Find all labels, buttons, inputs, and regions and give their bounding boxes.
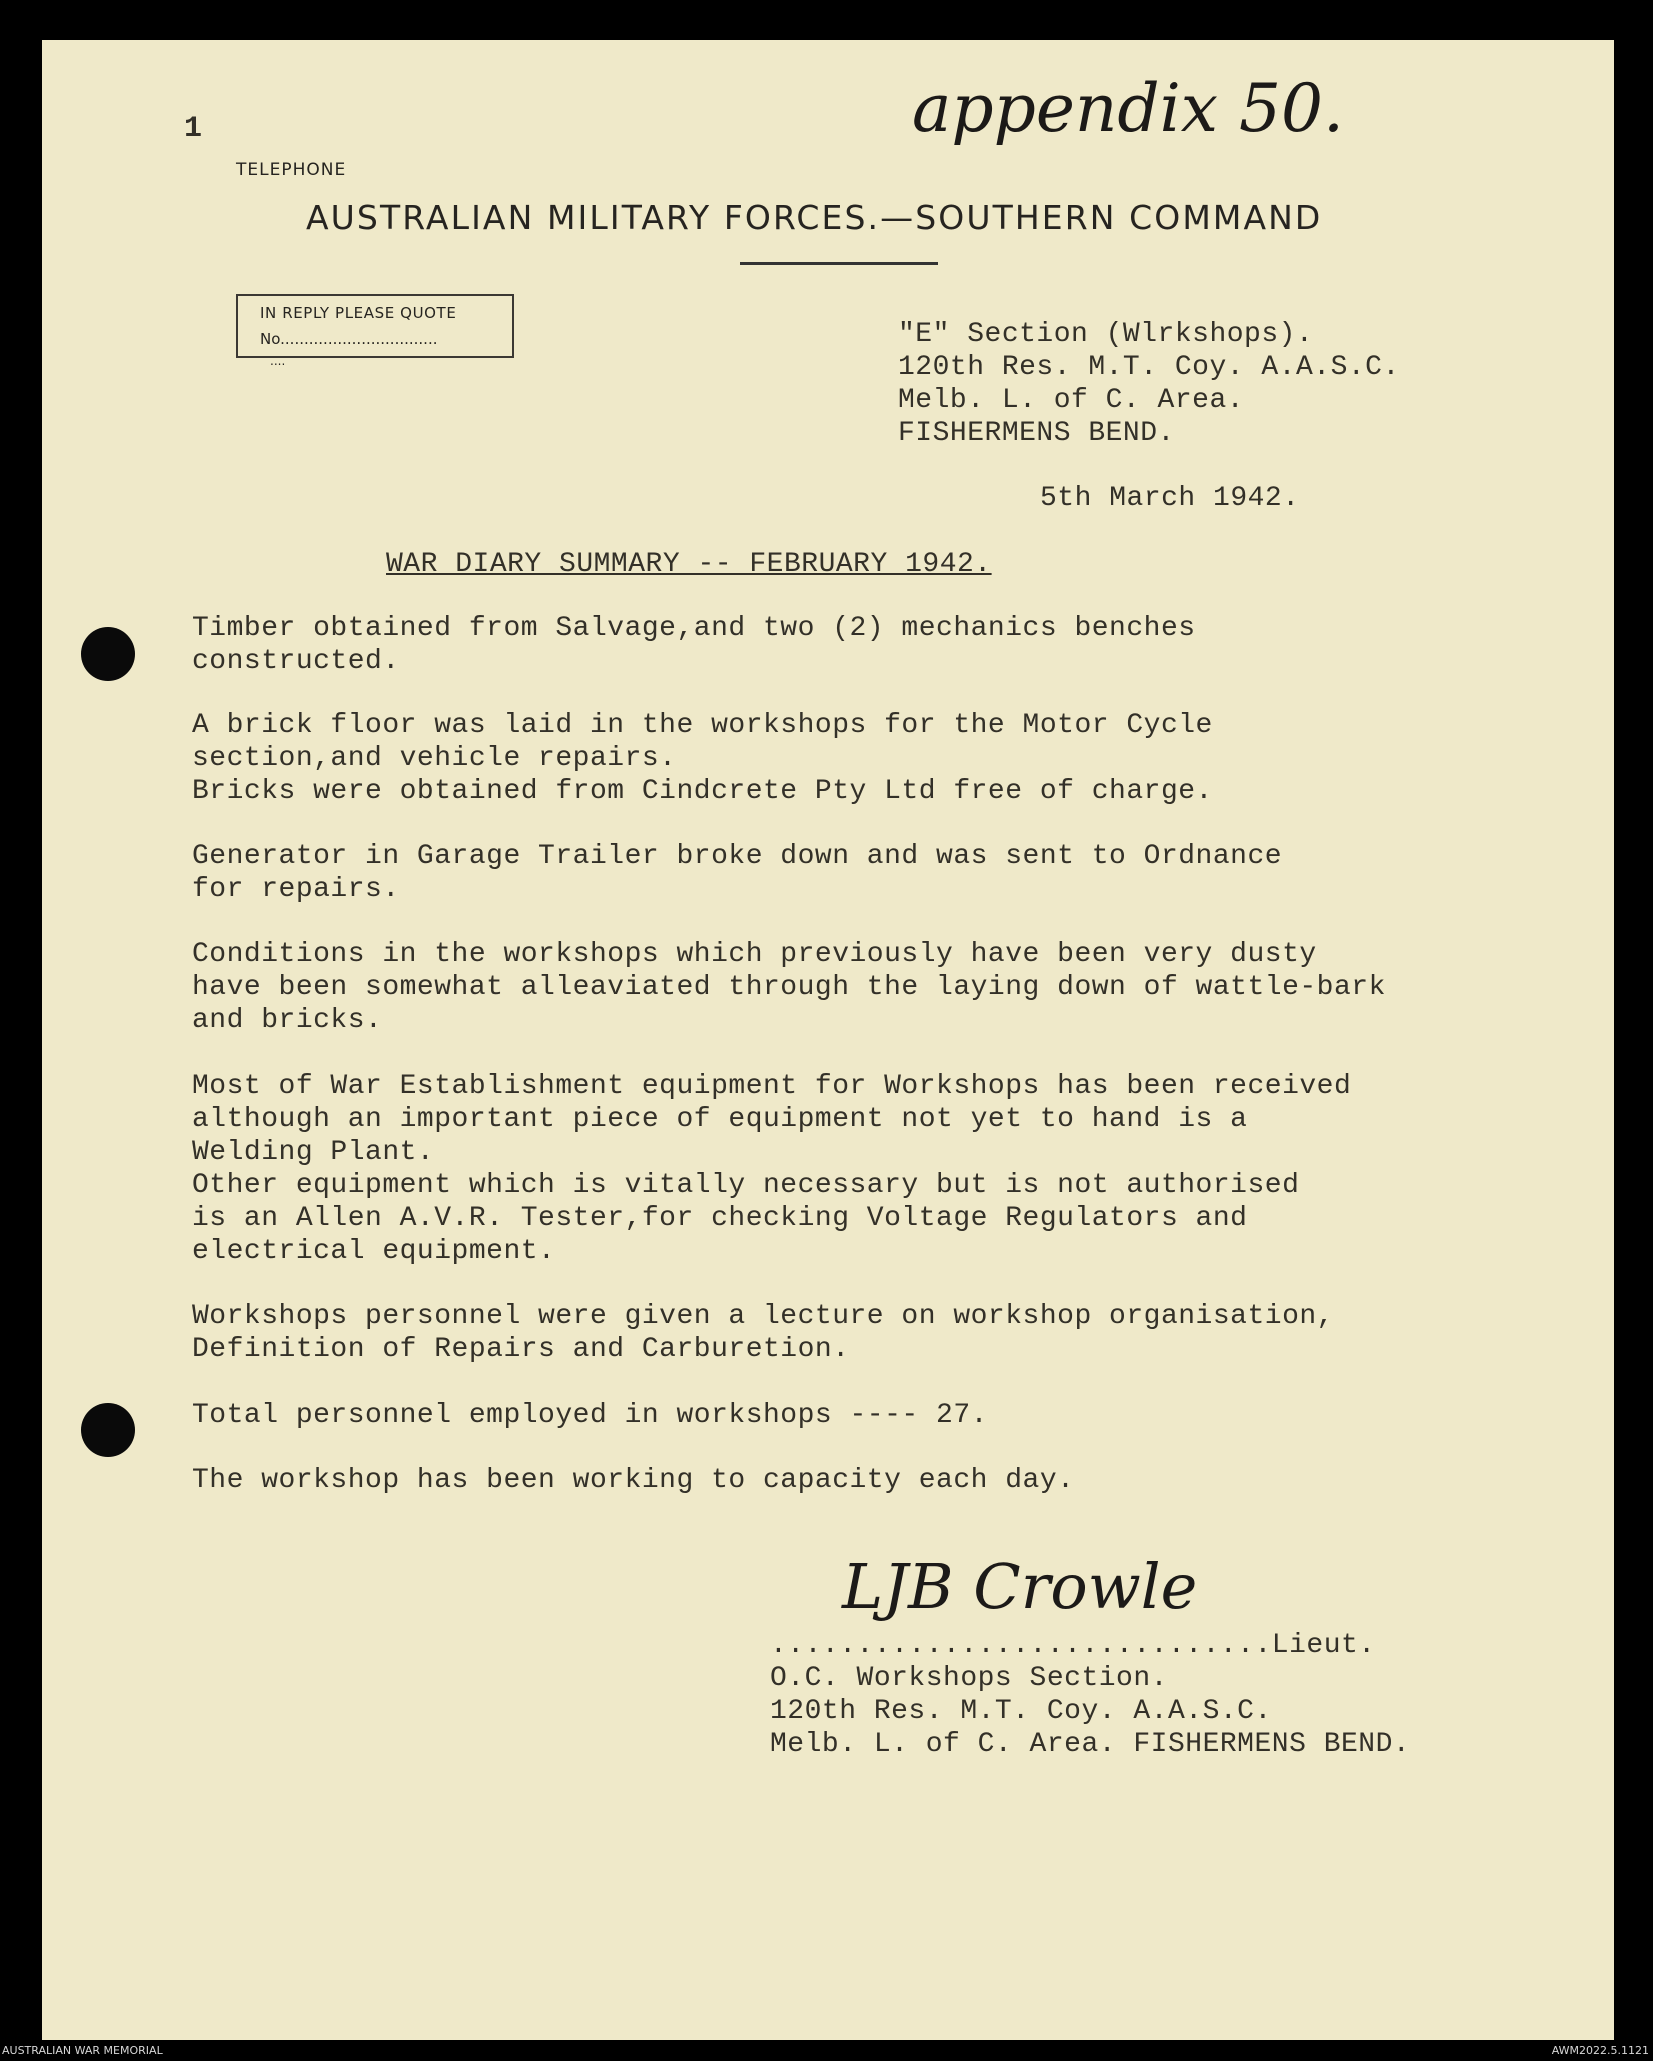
body-line: Workshops personnel were given a lecture on workshop organisation, — [192, 1301, 1334, 1332]
body-line: Total personnel employed in workshops ---- 27. — [192, 1400, 988, 1431]
reply-box — [236, 294, 514, 358]
body-line: Generator in Garage Trailer broke down and was sent to Ordnance — [192, 841, 1283, 872]
telephone-label: TELEPHONE — [236, 160, 347, 180]
body-line: for repairs. — [192, 874, 400, 905]
footer-right: AWM2022.5.1121 — [1551, 2044, 1649, 2057]
body-line: constructed. — [192, 646, 400, 677]
body-line: section,and vehicle repairs. — [192, 743, 677, 774]
address-line: Melb. L. of C. Area. — [898, 385, 1245, 416]
letterhead-rule — [740, 262, 938, 265]
body-line: Conditions in the workshops which previously have been very dusty — [192, 939, 1317, 970]
address-line: FISHERMENS BEND. — [898, 418, 1175, 449]
body-line: The workshop has been working to capacity each day. — [192, 1465, 1075, 1496]
handwritten-annotation: appendix 50. — [912, 70, 1344, 147]
punch-hole — [81, 627, 135, 681]
margin-mark: 1 — [184, 112, 203, 146]
address-line: "E" Section (Wlrkshops). — [898, 319, 1314, 350]
body-line: is an Allen A.V.R. Tester,for checking Voltage Regulators and — [192, 1203, 1248, 1234]
signature-line: O.C. Workshops Section. — [770, 1663, 1168, 1694]
reply-box-label: IN REPLY PLEASE QUOTE — [260, 304, 457, 322]
body-line: and bricks. — [192, 1005, 383, 1036]
address-line: 120th Res. M.T. Coy. A.A.S.C. — [898, 352, 1400, 383]
body-line: electrical equipment. — [192, 1236, 556, 1267]
signature-line: .............................Lieut. — [770, 1630, 1376, 1661]
reply-box-dots: .... — [270, 354, 286, 368]
signature-line: 120th Res. M.T. Coy. A.A.S.C. — [770, 1696, 1272, 1727]
body-line: have been somewhat alleaviated through the laying down of wattle-bark — [192, 972, 1386, 1003]
body-line: although an important piece of equipment not yet to hand is a — [192, 1104, 1248, 1135]
signature-line: Melb. L. of C. Area. FISHERMENS BEND. — [770, 1729, 1411, 1760]
punch-hole — [81, 1403, 135, 1457]
handwritten-signature: LJB Crowle — [842, 1550, 1198, 1623]
body-line: Other equipment which is vitally necessary but is not authorised — [192, 1170, 1300, 1201]
document-page — [42, 40, 1614, 2040]
document-title: WAR DIARY SUMMARY -- FEBRUARY 1942. — [386, 549, 992, 580]
body-line: A brick floor was laid in the workshops for the Motor Cycle — [192, 710, 1213, 741]
letterhead-title: AUSTRALIAN MILITARY FORCES.—SOUTHERN COMMAND — [306, 198, 1323, 237]
body-line: Definition of Repairs and Carburetion. — [192, 1334, 850, 1365]
body-line: Welding Plant. — [192, 1137, 435, 1168]
reply-box-number: No................................. — [260, 330, 438, 348]
body-line: Timber obtained from Salvage,and two (2) mechanics benches — [192, 613, 1196, 644]
body-line: Most of War Establishment equipment for Workshops has been received — [192, 1071, 1352, 1102]
document-date: 5th March 1942. — [1040, 483, 1300, 514]
body-line: Bricks were obtained from Cindcrete Pty Ltd free of charge. — [192, 776, 1213, 807]
footer-left: AUSTRALIAN WAR MEMORIAL — [2, 2044, 163, 2057]
